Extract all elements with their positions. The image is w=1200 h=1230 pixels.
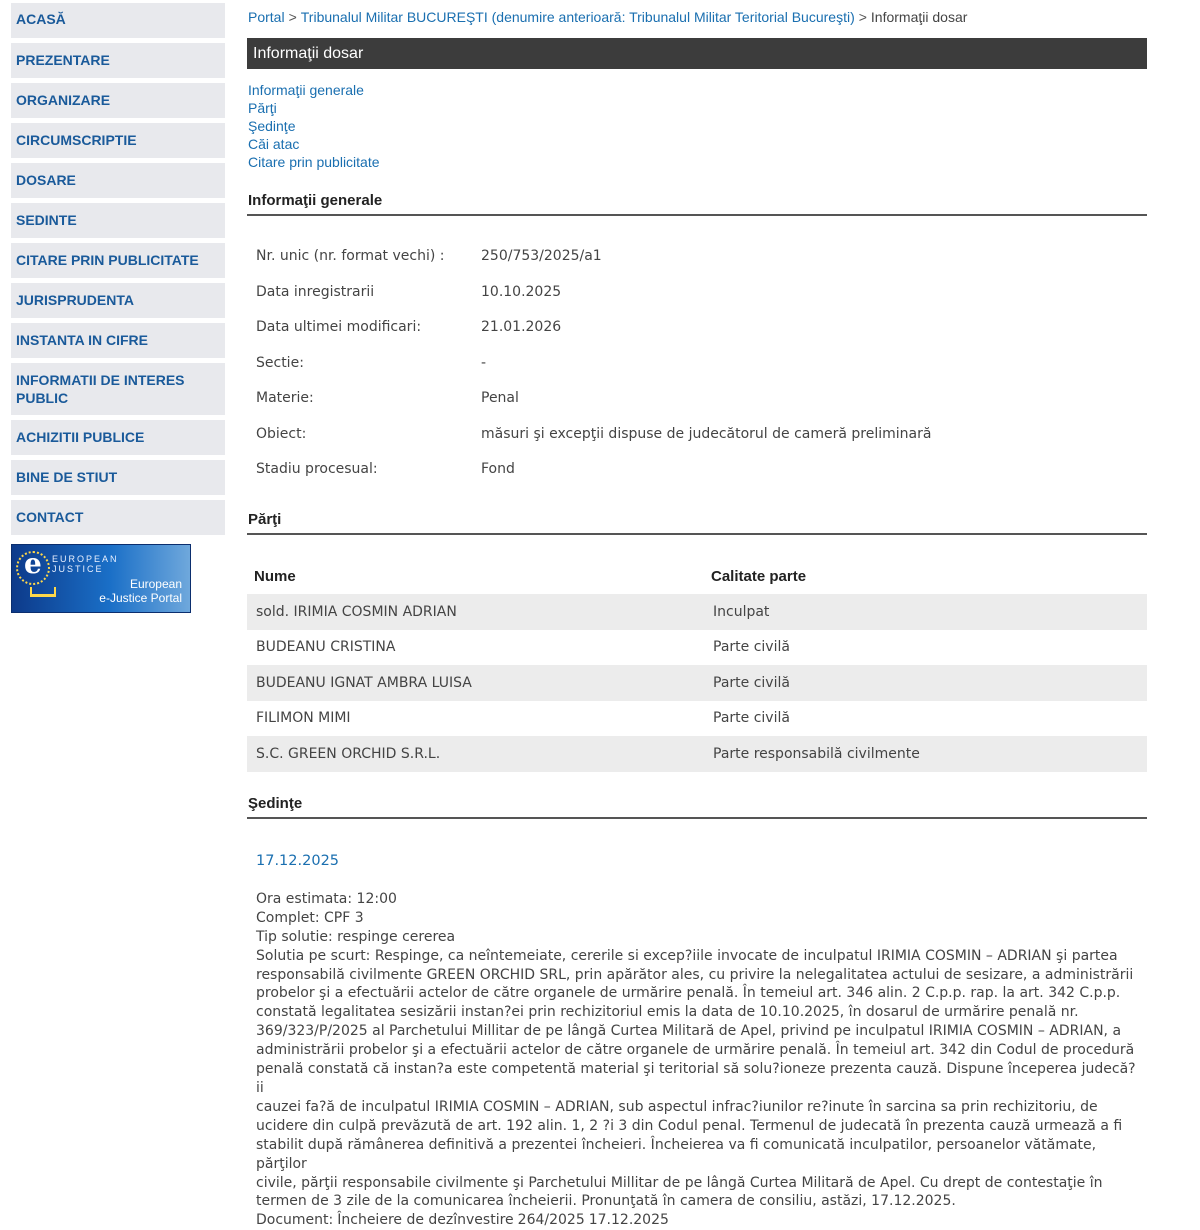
section-anchor-links bbox=[248, 81, 380, 171]
sidebar-nav bbox=[11, 3, 225, 605]
nav-item-achizitii-publice[interactable]: ACHIZITII PUBLICE bbox=[11, 420, 225, 455]
party-name: FILIMON MIMI bbox=[256, 710, 351, 727]
party-role: Parte civilă bbox=[713, 710, 790, 727]
party-name: BUDEANU CRISTINA bbox=[256, 639, 396, 656]
party-name: BUDEANU IGNAT AMBRA LUISA bbox=[247, 665, 704, 701]
solution-line: civile, părţii responsabile civilmente şi Parchetului Millitar de pe lângă Curtea Militară de Apel. Cu drept de contestaţie în bbox=[256, 1174, 1103, 1191]
party-role: Parte civilă bbox=[713, 639, 790, 656]
party-role: Parte civilă bbox=[704, 665, 1147, 701]
info-row-obiect bbox=[247, 418, 1147, 454]
general-info-grid bbox=[247, 240, 1147, 489]
anchor-sedinte[interactable]: Şedinţe bbox=[248, 118, 296, 134]
hearing-document bbox=[256, 1211, 1136, 1230]
solution-line: cauzei fa?ă de inculpatul IRIMIA COSMIN – ADRIAN, sub aspectul infrac?iunilor re?inute în sarcina sa prin rechizitoriu, de bbox=[256, 1098, 1098, 1115]
nav-item-sedinte[interactable]: SEDINTE bbox=[11, 203, 225, 238]
solution-line: stabilit după rămânerea definitivă a prezentei încheieri. Încheierea va fi comunicată inculpatilor, persoanelor vătămate, părţilor bbox=[256, 1136, 1097, 1172]
hearing-complet: Complet: CPF 3 bbox=[256, 909, 364, 926]
info-label: Data ultimei modificari: bbox=[256, 319, 422, 335]
breadcrumb bbox=[248, 9, 967, 25]
hearing-tip-solutie: Tip solutie: respinge cererea bbox=[256, 928, 456, 945]
page-title: Informaţii dosar bbox=[247, 38, 1147, 69]
party-role: Parte responsabilă civilmente bbox=[704, 736, 1147, 772]
nav-item-circumscriptie[interactable]: CIRCUMSCRIPTIE bbox=[11, 123, 225, 158]
breadcrumb-current: Informaţii dosar bbox=[870, 9, 968, 25]
breadcrumb-portal-link[interactable]: Portal bbox=[248, 9, 285, 25]
party-role: Inculpat bbox=[704, 594, 1147, 630]
anchor-parti[interactable]: Părţi bbox=[248, 100, 277, 116]
section-heading-general: Informaţii generale bbox=[247, 192, 1147, 216]
section-heading-sedinte: Şedinţe bbox=[247, 795, 1147, 819]
info-row-data-inregistrarii bbox=[247, 276, 1147, 312]
info-row-data-ultimei-modificari bbox=[247, 311, 1147, 347]
info-label: Data inregistrarii bbox=[256, 283, 375, 300]
document-number: 264/2025 bbox=[517, 1212, 585, 1229]
hearing-solutie-pe-scurt bbox=[256, 947, 1136, 1212]
column-header-nume: Nume bbox=[254, 567, 296, 585]
solution-line: administrării probelor şi a efectuării actelor de către organele de urmărire penală. În temeiul art. 342 din Codul de procedură bbox=[256, 1042, 1135, 1059]
solution-line: responsabilă civilmente GREEN ORCHID SRL, prin apărător ales, cu privire la nelegalitatea actului de sesizare, a administrării bbox=[256, 966, 1134, 983]
table-row bbox=[247, 630, 1147, 666]
info-value: - bbox=[481, 354, 487, 371]
info-label: Materie: bbox=[256, 390, 314, 406]
party-name: sold. IRIMIA COSMIN ADRIAN bbox=[247, 594, 704, 630]
table-row bbox=[247, 701, 1147, 737]
info-value: 10.10.2025 bbox=[481, 283, 562, 300]
nav-item-jurisprudenta[interactable]: JURISPRUDENTA bbox=[11, 283, 225, 318]
nav-item-prezentare[interactable]: PREZENTARE bbox=[11, 43, 225, 78]
document-type: Încheiere de dezînvestire bbox=[337, 1212, 514, 1229]
solution-line: 369/323/P/2025 al Parchetului Millitar de pe lângă Curtea Militară de Apel, privind pe inculpatul IRIMIA COSMIN – ADRIAN, a bbox=[256, 1023, 1122, 1040]
nav-item-bine-de-stiut[interactable]: BINE DE STIUT bbox=[11, 460, 225, 495]
justice-scale-icon bbox=[30, 587, 56, 597]
nav-item-acasa[interactable]: ACASĂ bbox=[11, 3, 225, 38]
nav-item-dosare[interactable]: DOSARE bbox=[11, 163, 225, 198]
hearing-date: 17.12.2025 bbox=[256, 853, 340, 869]
solution-line: ucidere din culpă prevăzută de art. 192 alin. 1, 2 ?i 3 din Codul penal. Termenul de judecată în prezenta cauză urmează a fi bbox=[256, 1117, 1123, 1134]
section-heading-parti: Părţi bbox=[247, 511, 1147, 535]
nav-item-contact[interactable]: CONTACT bbox=[11, 500, 225, 535]
info-row-stadiu-procesual bbox=[247, 453, 1147, 489]
info-value: Penal bbox=[481, 390, 519, 406]
ejustice-portal-label bbox=[99, 577, 182, 605]
anchor-cai-atac[interactable]: Căi atac bbox=[248, 136, 300, 152]
info-value: 21.01.2026 bbox=[481, 319, 562, 335]
solution-line: penală constată că instan?a este competentă material şi teritorial să solu?ioneze prezenta cauză. Dispune începerea judecă?ii bbox=[256, 1061, 1136, 1096]
nav-item-citare-prin-publicitate[interactable]: CITARE PRIN PUBLICITATE bbox=[11, 243, 225, 278]
info-label: Obiect: bbox=[256, 425, 307, 442]
nav-item-instanta-in-cifre[interactable]: INSTANTA IN CIFRE bbox=[11, 323, 225, 358]
info-row-materie bbox=[247, 382, 1147, 418]
nav-item-organizare[interactable]: ORGANIZARE bbox=[11, 83, 225, 118]
ejustice-logo-caption: EUROPEAN JUSTICE bbox=[52, 554, 119, 574]
column-header-calitate-parte: Calitate parte bbox=[711, 567, 807, 585]
solution-line: termen de 3 zile de la comunicarea încheierii. Pronunţată în camera de consiliu, astăzi, 17.12.2025. bbox=[256, 1193, 956, 1210]
table-row bbox=[247, 594, 1147, 630]
party-name: S.C. GREEN ORCHID S.R.L. bbox=[247, 736, 704, 772]
anchor-citare-prin-publicitate[interactable]: Citare prin publicitate bbox=[248, 154, 380, 170]
document-prefix: Document: bbox=[256, 1212, 334, 1229]
info-label: Nr. unic (nr. format vechi) : bbox=[256, 248, 445, 264]
parties-table-header bbox=[247, 558, 1147, 594]
hearing-ora-estimata: Ora estimata: 12:00 bbox=[256, 890, 397, 907]
info-value: Fond bbox=[481, 461, 515, 477]
ejustice-portal-banner[interactable] bbox=[11, 544, 191, 613]
table-row bbox=[247, 665, 1147, 701]
ejustice-line1: European bbox=[129, 577, 182, 591]
solution-line: Solutia pe scurt: Respinge, ca neîntemeiate, cererile si excep?iile invocate de inculpatul IRIMIA COSMIN – ADRIAN şi partea bbox=[256, 947, 1118, 964]
solution-line: constată legalitatea sesizării instan?ei prin rechizitoriul emis la data de 10.10.2025, în dosarul de urmărire penală nr. bbox=[256, 1004, 1079, 1021]
anchor-informatii-generale[interactable]: Informaţii generale bbox=[248, 82, 364, 98]
info-value: măsuri şi excepţii dispuse de judecătorul de cameră preliminară bbox=[481, 425, 932, 442]
breadcrumb-court-link[interactable]: Tribunalul Militar BUCUREŞTI (denumire anterioară: Tribunalul Militar Teritorial Bucureşti) bbox=[300, 9, 855, 25]
table-row bbox=[247, 736, 1147, 772]
info-row-sectie bbox=[247, 347, 1147, 383]
hearing-entry bbox=[256, 852, 1136, 1230]
nav-item-informatii-de-interes-public[interactable]: INFORMATII DE INTERES PUBLIC bbox=[11, 363, 225, 415]
info-label: Sectie: bbox=[256, 354, 304, 371]
breadcrumb-separator: > bbox=[858, 9, 867, 25]
info-row-nr-unic bbox=[247, 240, 1147, 276]
info-value: 250/753/2025/a1 bbox=[481, 248, 602, 264]
ejustice-logo-letter: e bbox=[24, 547, 42, 580]
breadcrumb-separator: > bbox=[288, 9, 297, 25]
solution-line: probelor şi a efectuării actelor de către organele de urmărire penală. În temeiul art. 346 alin. 2 C.p.p. rap. la art. 342 C.p.p. bbox=[256, 985, 1121, 1002]
parties-table bbox=[247, 558, 1147, 772]
document-date: 17.12.2025 bbox=[588, 1212, 669, 1229]
ejustice-line2: e-Justice Portal bbox=[99, 591, 182, 605]
info-label: Stadiu procesual: bbox=[256, 461, 378, 477]
